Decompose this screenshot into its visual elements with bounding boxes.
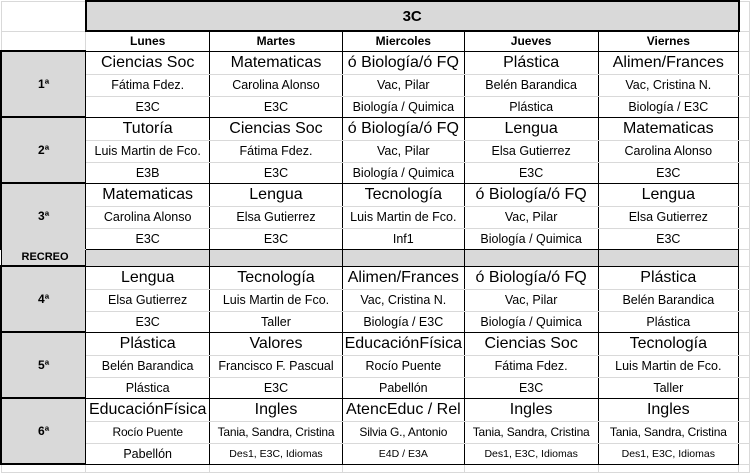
day-header-row bbox=[1, 31, 750, 51]
period-label: 4ª bbox=[1, 266, 86, 332]
corner-cell bbox=[1, 1, 86, 31]
spacer-cell bbox=[739, 162, 750, 183]
timetable-body bbox=[1, 1, 750, 472]
lesson-room: E3C bbox=[464, 377, 598, 398]
lesson-teacher: Vac, Cristina N. bbox=[342, 289, 464, 311]
lesson-teacher: Francisco F. Pascual bbox=[210, 355, 343, 377]
recreo-cell bbox=[86, 249, 210, 266]
lesson-subject: Tecnología bbox=[598, 332, 739, 355]
lesson-subject: Plástica bbox=[86, 332, 210, 355]
lesson-teacher: Rocío Puente bbox=[342, 355, 464, 377]
spacer-cell bbox=[739, 377, 750, 398]
lesson-room: E3C bbox=[210, 96, 343, 117]
period-room-row bbox=[1, 96, 750, 117]
period-label: 3ª bbox=[1, 183, 86, 249]
lesson-room: Biología / Quimica bbox=[342, 162, 464, 183]
period-teacher-row bbox=[1, 206, 750, 228]
lesson-subject: Matematicas bbox=[210, 51, 343, 74]
period-subject-row bbox=[1, 51, 750, 74]
lesson-subject: Ingles bbox=[464, 398, 598, 421]
lesson-room: E3C bbox=[210, 228, 343, 249]
lesson-room: E3C bbox=[86, 228, 210, 249]
lesson-teacher: Vac, Cristina N. bbox=[598, 74, 739, 96]
lesson-teacher: Belén Barandica bbox=[464, 74, 598, 96]
lesson-teacher: Belén Barandica bbox=[598, 289, 739, 311]
day-header: Lunes bbox=[86, 31, 210, 51]
lesson-teacher: Luis Martin de Fco. bbox=[210, 289, 343, 311]
lesson-teacher: Vac, Pilar bbox=[464, 206, 598, 228]
spacer-cell bbox=[739, 266, 750, 289]
period-room-row bbox=[1, 443, 750, 464]
spacer-cell bbox=[739, 183, 750, 206]
day-header: Martes bbox=[210, 31, 343, 51]
lesson-room: E3C bbox=[464, 162, 598, 183]
lesson-room: Biología / Quimica bbox=[464, 228, 598, 249]
recreo-label: RECREO bbox=[1, 249, 86, 266]
period-subject-row bbox=[1, 183, 750, 206]
lesson-subject: Alimen/Frances bbox=[342, 266, 464, 289]
lesson-room: Pabellón bbox=[86, 443, 210, 464]
lesson-teacher: Vac, Pilar bbox=[464, 289, 598, 311]
lesson-room: E3C bbox=[86, 96, 210, 117]
lesson-teacher: Tania, Sandra, Cristina bbox=[210, 421, 343, 443]
lesson-room: Des1, E3C, Idiomas bbox=[598, 443, 739, 464]
spacer-cell bbox=[739, 96, 750, 117]
lesson-subject: Plástica bbox=[598, 266, 739, 289]
lesson-subject: Ciencias Soc bbox=[464, 332, 598, 355]
recreo-cell bbox=[210, 249, 343, 266]
spacer-cell bbox=[739, 289, 750, 311]
spacer-cell bbox=[739, 355, 750, 377]
lesson-subject: Lengua bbox=[598, 183, 739, 206]
lesson-subject: Matematicas bbox=[598, 117, 739, 140]
lesson-room: E3C bbox=[86, 311, 210, 332]
lesson-teacher: Vac, Pilar bbox=[342, 140, 464, 162]
spacer-cell bbox=[739, 74, 750, 96]
lesson-teacher: Luis Martin de Fco. bbox=[86, 140, 210, 162]
class-title: 3C bbox=[86, 1, 739, 31]
spacer-cell bbox=[739, 31, 750, 51]
lesson-teacher: Tania, Sandra, Cristina bbox=[464, 421, 598, 443]
lesson-room: Plástica bbox=[598, 311, 739, 332]
lesson-teacher: Luis Martin de Fco. bbox=[598, 355, 739, 377]
lesson-teacher: Tania, Sandra, Cristina bbox=[598, 421, 739, 443]
lesson-teacher: Vac, Pilar bbox=[342, 74, 464, 96]
period-label: 1ª bbox=[1, 51, 86, 117]
lesson-subject: Lengua bbox=[464, 117, 598, 140]
spacer-cell bbox=[739, 332, 750, 355]
day-header: Viernes bbox=[598, 31, 739, 51]
lesson-subject: Ciencias Soc bbox=[86, 51, 210, 74]
lesson-room: Biología / Quimica bbox=[464, 311, 598, 332]
lesson-teacher: Elsa Gutierrez bbox=[598, 206, 739, 228]
period-label: 5ª bbox=[1, 332, 86, 398]
lesson-room: Taller bbox=[598, 377, 739, 398]
lesson-subject: Ciencias Soc bbox=[210, 117, 343, 140]
lesson-room: Des1, E3C, Idiomas bbox=[464, 443, 598, 464]
lesson-subject: Valores bbox=[210, 332, 343, 355]
spacer-cell bbox=[739, 140, 750, 162]
lesson-subject: Alimen/Frances bbox=[598, 51, 739, 74]
lesson-teacher: Elsa Gutierrez bbox=[86, 289, 210, 311]
period-subject-row bbox=[1, 117, 750, 140]
period-room-row bbox=[1, 162, 750, 183]
period-teacher-row bbox=[1, 421, 750, 443]
lesson-subject: Ingles bbox=[598, 398, 739, 421]
period-teacher-row bbox=[1, 74, 750, 96]
period-room-row bbox=[1, 377, 750, 398]
lesson-subject: Matematicas bbox=[86, 183, 210, 206]
lesson-teacher: Carolina Alonso bbox=[598, 140, 739, 162]
period-subject-row bbox=[1, 398, 750, 421]
lesson-room: Biología / E3C bbox=[342, 311, 464, 332]
spacer-cell bbox=[739, 249, 750, 266]
lesson-room: E3C bbox=[210, 162, 343, 183]
day-header: Miercoles bbox=[342, 31, 464, 51]
recreo-cell bbox=[464, 249, 598, 266]
lesson-subject: EducaciónFísica bbox=[342, 332, 464, 355]
spacer-cell bbox=[739, 51, 750, 74]
lesson-subject: Lengua bbox=[86, 266, 210, 289]
lesson-subject: AtencEduc / Rel bbox=[342, 398, 464, 421]
spacer-cell bbox=[739, 117, 750, 140]
lesson-subject: Tutoría bbox=[86, 117, 210, 140]
lesson-teacher: Belén Barandica bbox=[86, 355, 210, 377]
lesson-room: Inf1 bbox=[342, 228, 464, 249]
lesson-room: Plástica bbox=[464, 96, 598, 117]
lesson-subject: ó Biología/ó FQ bbox=[464, 183, 598, 206]
lesson-room: Des1, E3C, Idiomas bbox=[210, 443, 343, 464]
spacer-cell bbox=[739, 443, 750, 464]
lesson-room: Pabellón bbox=[342, 377, 464, 398]
lesson-subject: ó Biología/ó FQ bbox=[342, 51, 464, 74]
lesson-teacher: Elsa Gutierrez bbox=[210, 206, 343, 228]
lesson-subject: Plástica bbox=[464, 51, 598, 74]
lesson-room: E4D / E3A bbox=[342, 443, 464, 464]
period-subject-row bbox=[1, 332, 750, 355]
spacer-cell bbox=[739, 398, 750, 421]
lesson-subject: Tecnología bbox=[210, 266, 343, 289]
title-row bbox=[1, 1, 750, 31]
lesson-teacher: Elsa Gutierrez bbox=[464, 140, 598, 162]
spacer-cell bbox=[739, 206, 750, 228]
spacer-cell bbox=[739, 1, 750, 31]
lesson-room: Taller bbox=[210, 311, 343, 332]
period-label: 6ª bbox=[1, 398, 86, 464]
spacer-cell bbox=[739, 311, 750, 332]
lesson-room: E3C bbox=[598, 228, 739, 249]
lesson-teacher: Rocío Puente bbox=[86, 421, 210, 443]
recreo-row bbox=[1, 249, 750, 266]
lesson-subject: Lengua bbox=[210, 183, 343, 206]
period-room-row bbox=[1, 228, 750, 249]
lesson-teacher: Fátima Fdez. bbox=[210, 140, 343, 162]
lesson-room: Biología / E3C bbox=[598, 96, 739, 117]
lesson-subject: ó Biología/ó FQ bbox=[342, 117, 464, 140]
recreo-cell bbox=[342, 249, 464, 266]
lesson-subject: EducaciónFísica bbox=[86, 398, 210, 421]
lesson-teacher: Carolina Alonso bbox=[210, 74, 343, 96]
period-teacher-row bbox=[1, 355, 750, 377]
lesson-room: Biología / Quimica bbox=[342, 96, 464, 117]
lesson-room: E3B bbox=[86, 162, 210, 183]
corner-cell bbox=[1, 31, 86, 51]
period-teacher-row bbox=[1, 289, 750, 311]
lesson-teacher: Fátima Fdez. bbox=[464, 355, 598, 377]
lesson-teacher: Carolina Alonso bbox=[86, 206, 210, 228]
period-label: 2ª bbox=[1, 117, 86, 183]
lesson-teacher: Luis Martin de Fco. bbox=[342, 206, 464, 228]
spacer-cell bbox=[739, 228, 750, 249]
lesson-room: Plástica bbox=[86, 377, 210, 398]
period-room-row bbox=[1, 311, 750, 332]
lesson-teacher: Fátima Fdez. bbox=[86, 74, 210, 96]
spacer-cell bbox=[739, 421, 750, 443]
day-header: Jueves bbox=[464, 31, 598, 51]
lesson-teacher: Silvia G., Antonio bbox=[342, 421, 464, 443]
period-subject-row bbox=[1, 266, 750, 289]
lesson-subject: ó Biología/ó FQ bbox=[464, 266, 598, 289]
lesson-subject: Tecnología bbox=[342, 183, 464, 206]
period-teacher-row bbox=[1, 140, 750, 162]
lesson-room: E3C bbox=[598, 162, 739, 183]
lesson-subject: Ingles bbox=[210, 398, 343, 421]
lesson-room: E3C bbox=[210, 377, 343, 398]
recreo-cell bbox=[598, 249, 739, 266]
